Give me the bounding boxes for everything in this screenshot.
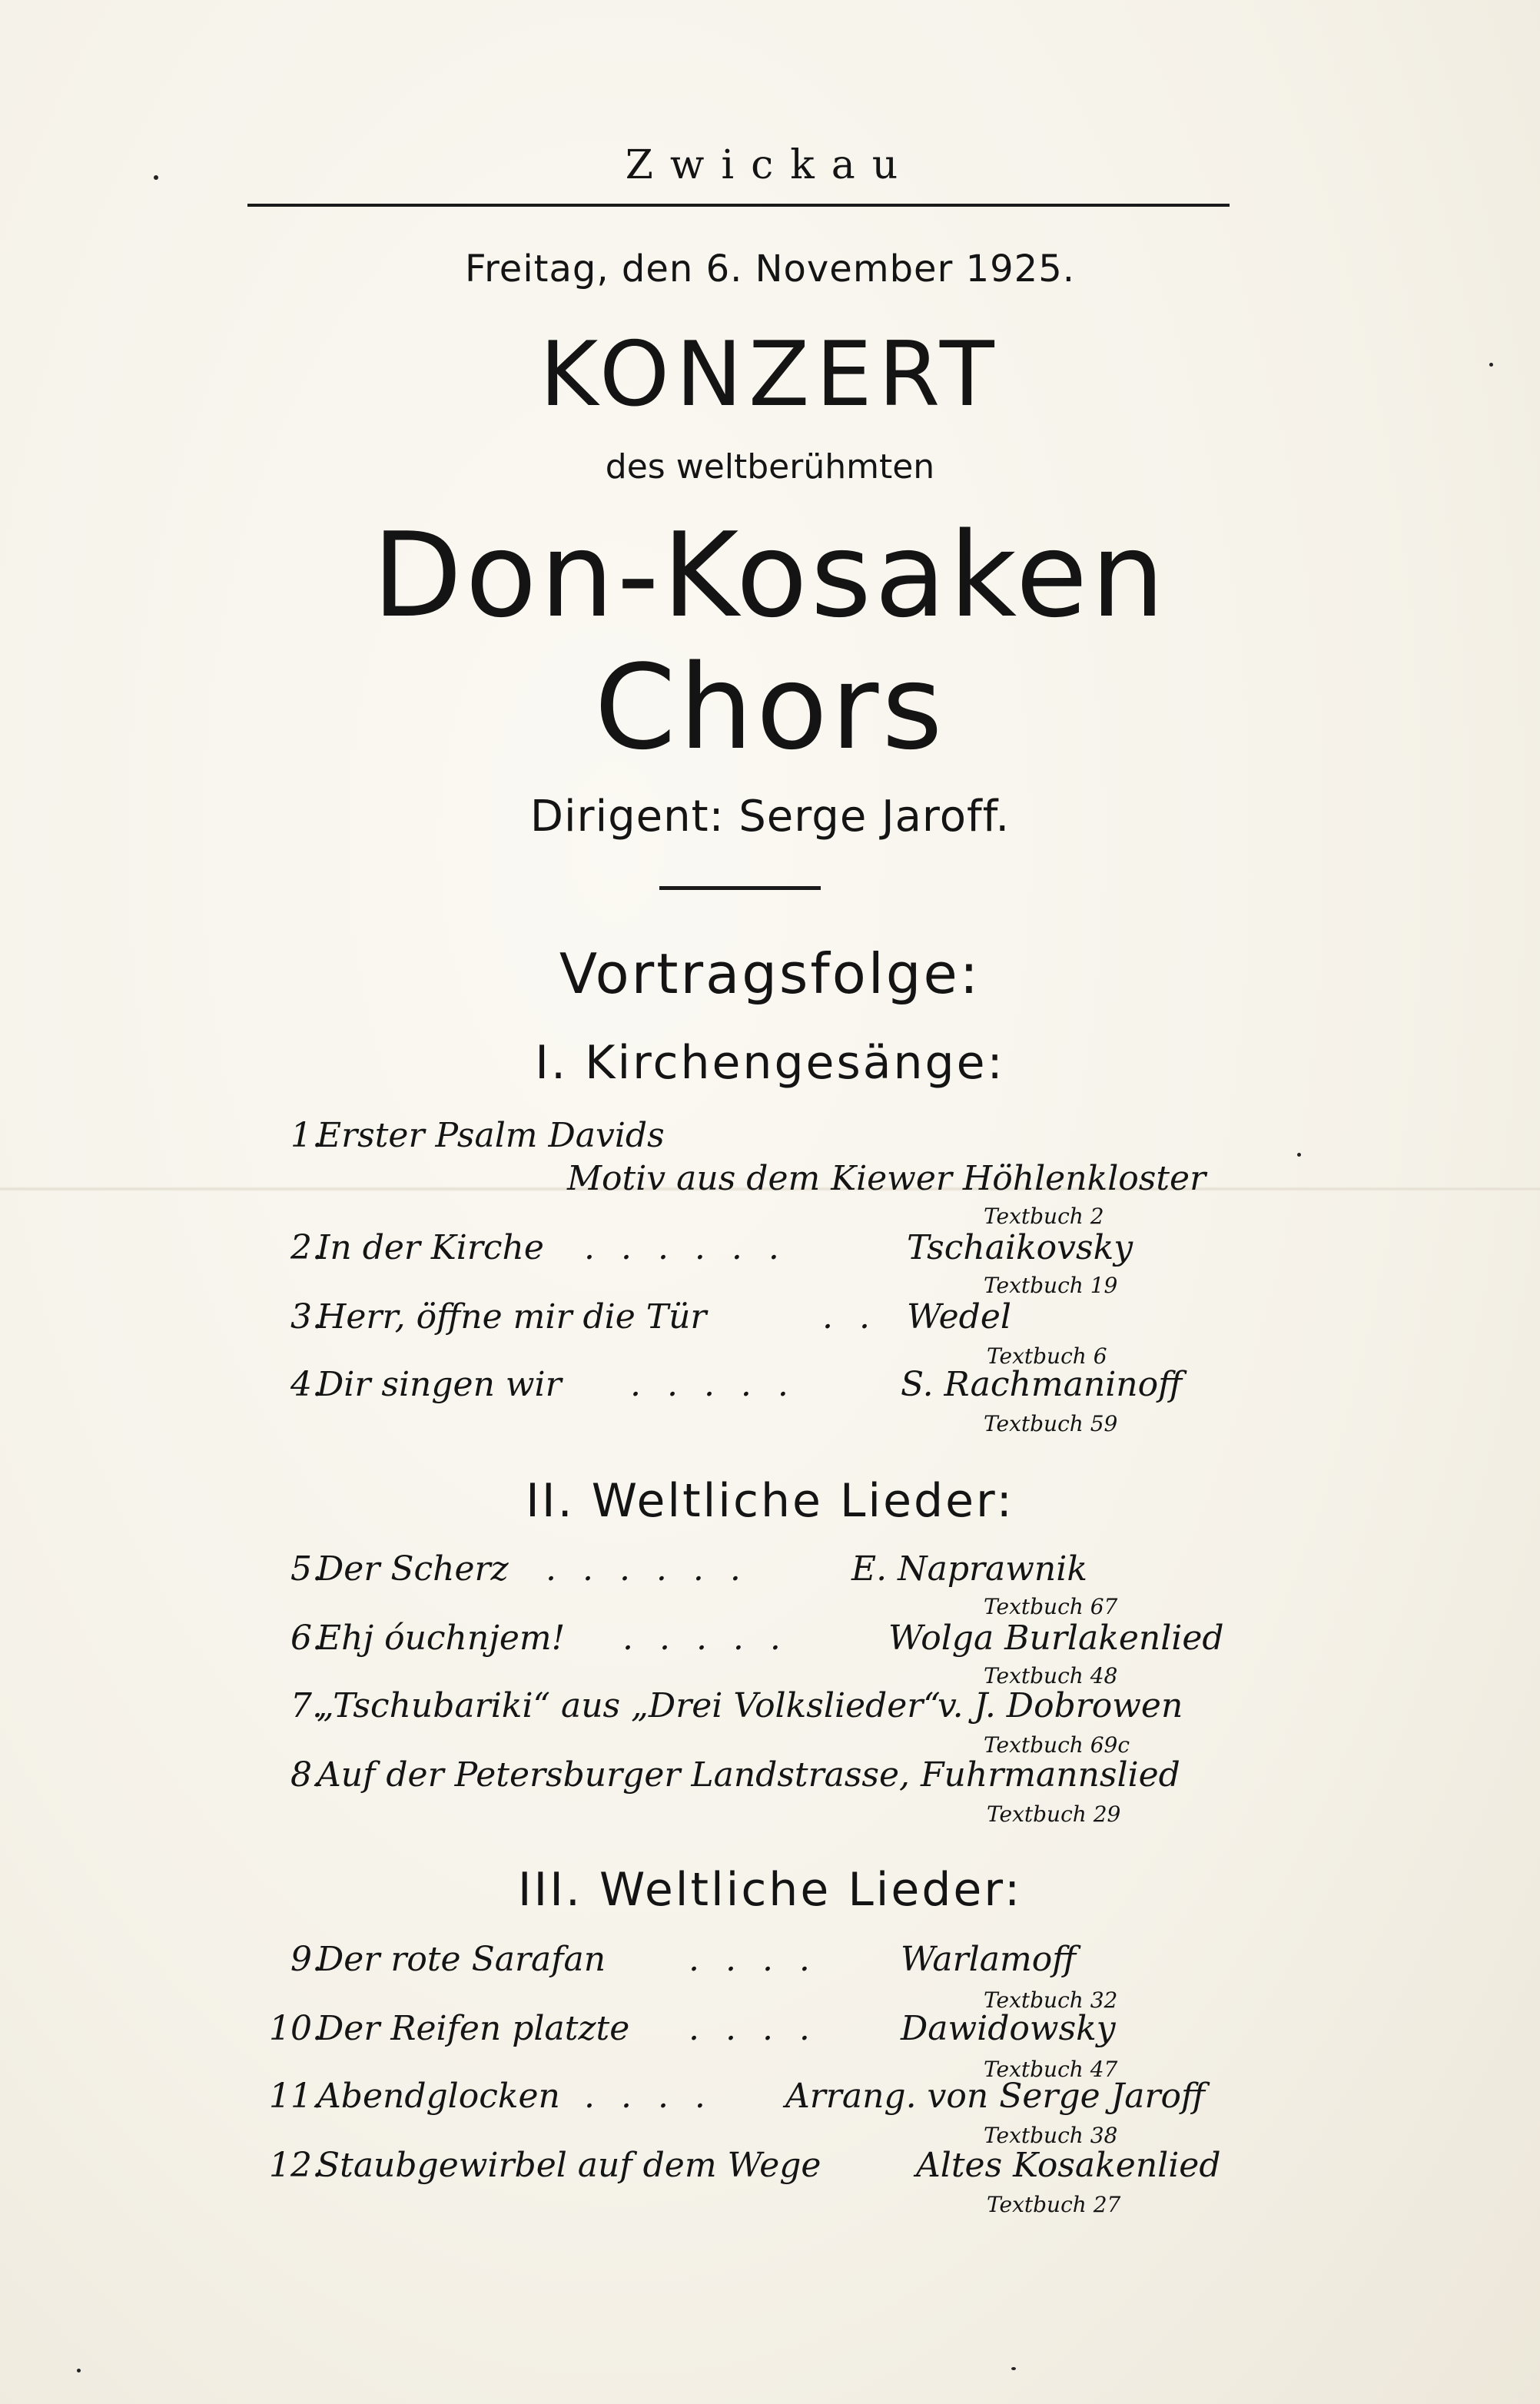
- short-divider: [659, 886, 821, 890]
- choir-name-line1: Don-Kosaken: [372, 507, 1168, 643]
- textbook-ref: Textbuch 67: [984, 1594, 1118, 1619]
- textbook-ref: Textbuch 69c: [984, 1732, 1130, 1758]
- program-item: [231, 1297, 1245, 1343]
- item-title: Staubgewirbel auf dem Wege: [317, 2146, 821, 2185]
- conductor-line: Dirigent: Serge Jaroff.: [529, 792, 1011, 842]
- item-number: 3.: [290, 1297, 323, 1336]
- item-number: 10.: [269, 2009, 323, 2048]
- item-composer: Warlamoff: [901, 1940, 1077, 1979]
- textbook-ref: Textbuch 29: [987, 1801, 1121, 1827]
- item-title: „Tschubariki“ aus „Drei Volkslieder“: [317, 1686, 941, 1725]
- item-title: Der rote Sarafan: [317, 1940, 606, 1979]
- program-item: [231, 1228, 1245, 1274]
- program-item: [231, 1619, 1245, 1665]
- item-composer: Wedel: [907, 1297, 1011, 1336]
- item-composer: Dawidowsky: [901, 2009, 1116, 2048]
- textbook-ref: Textbuch 59: [984, 1411, 1118, 1436]
- program-item: [231, 1686, 1245, 1732]
- concert-date: Freitag, den 6. November 1925.: [465, 247, 1075, 291]
- choir-name-line2: Chors: [594, 639, 946, 775]
- item-leader-dots: . . . . .: [630, 1365, 796, 1404]
- city-name: Zwickau: [625, 142, 915, 188]
- item-composer: v. J. Dobrowen: [938, 1686, 1183, 1725]
- program-item: [231, 2077, 1245, 2123]
- item-title: Abendglocken: [317, 2077, 560, 2116]
- item-number: 2.: [290, 1228, 323, 1267]
- item-number: 1.: [290, 1116, 323, 1155]
- item-number: 8.: [290, 1755, 323, 1795]
- item-number: 11.: [269, 2077, 323, 2116]
- konzert-title: KONZERT: [539, 323, 1001, 427]
- item-composer: Tschaikovsky: [907, 1228, 1133, 1267]
- section-title: I. Kirchengesänge:: [535, 1036, 1005, 1090]
- item-composer: Arrang. von Serge Jaroff: [785, 2077, 1206, 2116]
- ink-speck: [1011, 2367, 1016, 2370]
- program-item-composer-row: [231, 1159, 1245, 1205]
- item-number: 9.: [290, 1940, 323, 1979]
- textbook-ref: Textbuch 38: [984, 2123, 1118, 2148]
- item-leader-dots: . . . .: [689, 1940, 818, 1979]
- program-item: [231, 2009, 1245, 2055]
- item-title: In der Kirche: [317, 1228, 544, 1267]
- item-number: 6.: [290, 1619, 323, 1658]
- textbook-ref: Textbuch 32: [984, 1987, 1118, 2013]
- item-title: Erster Psalm Davids: [317, 1116, 665, 1155]
- program-item: [231, 1940, 1245, 1986]
- item-composer: S. Rachmaninoff: [901, 1365, 1183, 1404]
- item-number: 4.: [290, 1365, 323, 1404]
- textbook-ref: Textbuch 19: [984, 1273, 1118, 1298]
- textbook-ref: Textbuch 27: [987, 2192, 1121, 2217]
- program-item: [231, 1755, 1245, 1801]
- item-title: Der Reifen platzte: [317, 2009, 630, 2048]
- program-item: [231, 1116, 1245, 1162]
- item-number: 12.: [269, 2146, 323, 2185]
- textbook-ref: Textbuch 2: [984, 1204, 1104, 1229]
- section-title: II. Weltliche Lieder:: [526, 1474, 1014, 1528]
- item-title: Der Scherz: [317, 1549, 509, 1589]
- textbook-ref: Textbuch 48: [984, 1663, 1118, 1688]
- program-item: [231, 2146, 1245, 2192]
- item-leader-dots: . . . .: [584, 2077, 713, 2116]
- item-number: 7.: [290, 1686, 323, 1725]
- item-title: Ehj óuchnjem!: [317, 1619, 566, 1658]
- textbook-ref: Textbuch 6: [987, 1343, 1107, 1369]
- section-title: III. Weltliche Lieder:: [517, 1863, 1023, 1917]
- item-leader-dots: . . . .: [689, 2009, 818, 2048]
- item-leader-dots: . .: [822, 1297, 878, 1336]
- item-composer: Motiv aus dem Kiewer Höhlenkloster: [567, 1159, 1206, 1198]
- item-number: 5.: [290, 1549, 323, 1589]
- textbook-ref: Textbuch 47: [984, 2057, 1118, 2082]
- program-heading: Vortragsfolge:: [559, 941, 981, 1006]
- item-title: Herr, öffne mir die Tür: [317, 1297, 707, 1336]
- item-composer: Altes Kosakenlied: [916, 2146, 1221, 2185]
- subtitle: des weltberühmten: [605, 447, 935, 486]
- program-item: [231, 1549, 1245, 1595]
- ink-speck: [77, 2369, 81, 2372]
- item-leader-dots: . . . . . .: [584, 1228, 787, 1267]
- item-composer: Wolga Burlakenlied: [888, 1619, 1224, 1658]
- item-leader-dots: . . . . . .: [546, 1549, 748, 1589]
- item-leader-dots: . . . . .: [622, 1619, 788, 1658]
- item-title: Dir singen wir: [317, 1365, 562, 1404]
- ink-speck: [1297, 1153, 1301, 1157]
- top-rule: [247, 204, 1230, 207]
- program-item: [231, 1365, 1245, 1411]
- item-composer: E. Naprawnik: [851, 1549, 1087, 1589]
- item-title: Auf der Petersburger Landstrasse, Fuhrmannslied: [317, 1755, 1180, 1795]
